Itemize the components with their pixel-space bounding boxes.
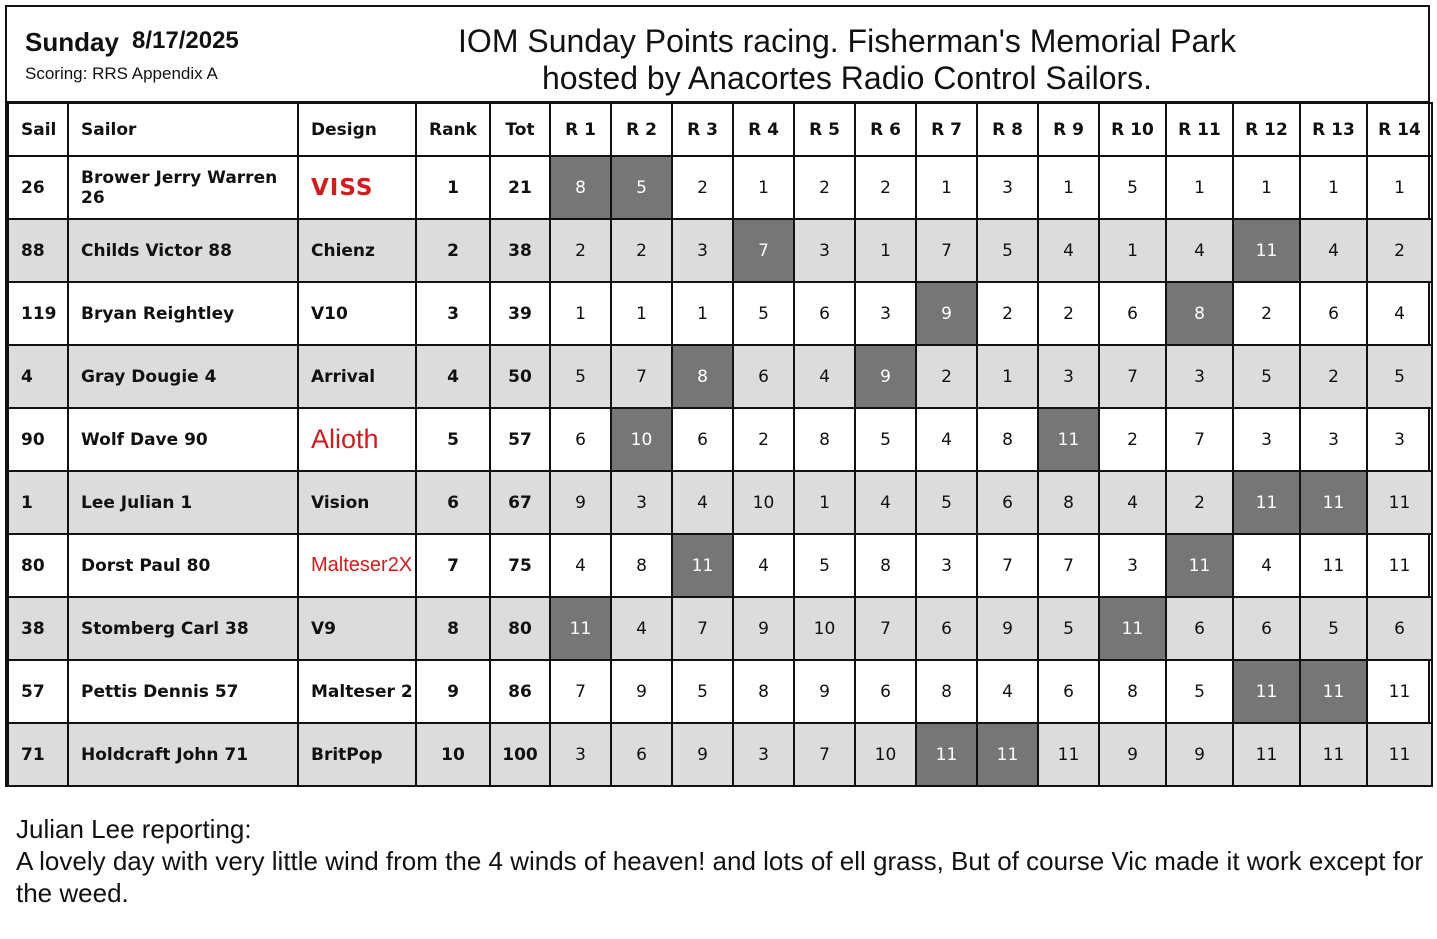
race-score-cell: 5 <box>855 408 916 471</box>
race-score-cell: 11 <box>1367 471 1432 534</box>
race-score-cell: 11 <box>977 723 1038 786</box>
sail-number-cell: 88 <box>8 219 68 282</box>
event-title <box>397 23 1297 97</box>
race-score-cell: 4 <box>977 660 1038 723</box>
column-header-r11: R 11 <box>1166 103 1233 156</box>
race-score-cell: 5 <box>1233 345 1300 408</box>
race-score-cell: 1 <box>794 471 855 534</box>
race-score-cell: 5 <box>733 282 794 345</box>
race-score-cell: 7 <box>550 660 611 723</box>
sailor-name-cell: Gray Dougie 4 <box>68 345 298 408</box>
event-title-line1: IOM Sunday Points racing. Fisherman's Memorial Park <box>458 23 1236 59</box>
race-score-cell: 10 <box>855 723 916 786</box>
column-header-r1: R 1 <box>550 103 611 156</box>
race-score-cell: 11 <box>1300 660 1367 723</box>
race-score-cell: 6 <box>916 597 977 660</box>
rank-cell: 1 <box>416 156 490 219</box>
total-cell: 39 <box>490 282 550 345</box>
race-score-cell: 1 <box>977 345 1038 408</box>
race-score-cell: 8 <box>1166 282 1233 345</box>
race-score-cell: 8 <box>977 408 1038 471</box>
race-score-cell: 1 <box>733 156 794 219</box>
race-score-cell: 6 <box>1367 597 1432 660</box>
race-score-cell: 11 <box>1300 471 1367 534</box>
race-score-cell: 7 <box>794 723 855 786</box>
race-score-cell: 8 <box>672 345 733 408</box>
sailor-name-cell: Stomberg Carl 38 <box>68 597 298 660</box>
race-score-cell: 7 <box>733 219 794 282</box>
race-score-cell: 6 <box>1300 282 1367 345</box>
total-cell: 57 <box>490 408 550 471</box>
race-score-cell: 6 <box>672 408 733 471</box>
race-score-cell: 10 <box>611 408 672 471</box>
column-header-design: Design <box>298 103 416 156</box>
table-row <box>8 597 1432 660</box>
race-score-cell: 9 <box>916 282 977 345</box>
table-row <box>8 219 1432 282</box>
race-score-cell: 3 <box>1367 408 1432 471</box>
race-score-cell: 4 <box>550 534 611 597</box>
race-score-cell: 9 <box>672 723 733 786</box>
race-score-cell: 4 <box>733 534 794 597</box>
sail-number-cell: 80 <box>8 534 68 597</box>
design-cell: Vision <box>298 471 416 534</box>
rank-cell: 6 <box>416 471 490 534</box>
race-score-cell: 9 <box>855 345 916 408</box>
race-score-cell: 3 <box>1099 534 1166 597</box>
column-header-r7: R 7 <box>916 103 977 156</box>
sail-number-cell: 38 <box>8 597 68 660</box>
race-score-cell: 11 <box>1367 660 1432 723</box>
sailor-name-cell: Pettis Dennis 57 <box>68 660 298 723</box>
race-score-cell: 7 <box>977 534 1038 597</box>
race-score-cell: 1 <box>855 219 916 282</box>
race-score-cell: 2 <box>733 408 794 471</box>
race-score-cell: 5 <box>916 471 977 534</box>
race-score-cell: 9 <box>733 597 794 660</box>
race-score-cell: 5 <box>550 345 611 408</box>
table-row <box>8 660 1432 723</box>
table-row <box>8 723 1432 786</box>
race-score-cell: 6 <box>1166 597 1233 660</box>
total-cell: 100 <box>490 723 550 786</box>
race-score-cell: 3 <box>794 219 855 282</box>
race-score-cell: 11 <box>1233 660 1300 723</box>
column-header-r12: R 12 <box>1233 103 1300 156</box>
race-score-cell: 2 <box>672 156 733 219</box>
race-score-cell: 9 <box>550 471 611 534</box>
race-score-cell: 3 <box>733 723 794 786</box>
race-score-cell: 4 <box>1099 471 1166 534</box>
race-score-cell: 3 <box>916 534 977 597</box>
sail-number-cell: 1 <box>8 471 68 534</box>
column-header-r14: R 14 <box>1367 103 1432 156</box>
design-cell: BritPop <box>298 723 416 786</box>
race-score-cell: 3 <box>1038 345 1099 408</box>
table-row <box>8 408 1432 471</box>
race-score-cell: 4 <box>1367 282 1432 345</box>
race-score-cell: 11 <box>1099 597 1166 660</box>
sailor-name-cell: Childs Victor 88 <box>68 219 298 282</box>
total-cell: 67 <box>490 471 550 534</box>
race-score-cell: 8 <box>611 534 672 597</box>
design-cell: Arrival <box>298 345 416 408</box>
table-row <box>8 471 1432 534</box>
race-score-cell: 2 <box>1038 282 1099 345</box>
race-score-cell: 8 <box>855 534 916 597</box>
race-score-cell: 7 <box>855 597 916 660</box>
race-score-cell: 5 <box>794 534 855 597</box>
race-score-cell: 1 <box>1300 156 1367 219</box>
design-cell: Chienz <box>298 219 416 282</box>
race-score-cell: 11 <box>1367 534 1432 597</box>
race-score-cell: 10 <box>794 597 855 660</box>
race-score-cell: 4 <box>855 471 916 534</box>
race-score-cell: 11 <box>1367 723 1432 786</box>
scoring-label: Scoring: RRS Appendix A <box>25 64 218 83</box>
total-cell: 75 <box>490 534 550 597</box>
race-score-cell: 9 <box>611 660 672 723</box>
race-score-cell: 1 <box>1233 156 1300 219</box>
race-score-cell: 6 <box>1038 660 1099 723</box>
race-score-cell: 9 <box>977 597 1038 660</box>
race-score-cell: 1 <box>611 282 672 345</box>
day-label: Sunday <box>25 27 119 57</box>
race-score-cell: 10 <box>733 471 794 534</box>
race-score-cell: 6 <box>1099 282 1166 345</box>
sail-number-cell: 4 <box>8 345 68 408</box>
race-score-cell: 5 <box>1367 345 1432 408</box>
report-text: A lovely day with very little wind from the 4 winds of heaven! and lots of ell grass, But of course Vic made it work except for the weed. <box>16 846 1424 908</box>
sailor-name-cell: Wolf Dave 90 <box>68 408 298 471</box>
date-label: 8/17/2025 <box>132 27 239 54</box>
column-header-r3: R 3 <box>672 103 733 156</box>
race-score-cell: 1 <box>1099 219 1166 282</box>
race-score-cell: 4 <box>916 408 977 471</box>
sail-number-cell: 26 <box>8 156 68 219</box>
race-score-cell: 11 <box>1233 723 1300 786</box>
sail-number-cell: 57 <box>8 660 68 723</box>
race-score-cell: 8 <box>1099 660 1166 723</box>
race-score-cell: 3 <box>1300 408 1367 471</box>
sailor-name-cell: Bryan Reightley <box>68 282 298 345</box>
race-score-cell: 6 <box>611 723 672 786</box>
race-score-cell: 6 <box>977 471 1038 534</box>
rank-cell: 7 <box>416 534 490 597</box>
event-title-line2: hosted by Anacortes Radio Control Sailors. <box>541 60 1153 96</box>
design-cell: Malteser2X <box>298 534 416 597</box>
race-score-cell: 11 <box>1300 723 1367 786</box>
race-score-cell: 9 <box>1099 723 1166 786</box>
sailor-name-cell: Holdcraft John 71 <box>68 723 298 786</box>
race-score-cell: 3 <box>1233 408 1300 471</box>
rank-cell: 9 <box>416 660 490 723</box>
race-score-cell: 1 <box>550 282 611 345</box>
race-score-cell: 5 <box>611 156 672 219</box>
design-cell: V9 <box>298 597 416 660</box>
sail-number-cell: 119 <box>8 282 68 345</box>
race-score-cell: 2 <box>855 156 916 219</box>
race-score-cell: 1 <box>1367 156 1432 219</box>
race-score-cell: 3 <box>977 156 1038 219</box>
race-score-cell: 6 <box>550 408 611 471</box>
race-score-cell: 8 <box>1038 471 1099 534</box>
race-score-cell: 5 <box>1038 597 1099 660</box>
column-header-r8: R 8 <box>977 103 1038 156</box>
race-score-cell: 4 <box>1038 219 1099 282</box>
race-score-cell: 4 <box>794 345 855 408</box>
race-score-cell: 2 <box>1300 345 1367 408</box>
column-header-r5: R 5 <box>794 103 855 156</box>
race-score-cell: 2 <box>916 345 977 408</box>
race-score-cell: 6 <box>855 660 916 723</box>
column-header-rank: Rank <box>416 103 490 156</box>
rank-cell: 3 <box>416 282 490 345</box>
total-cell: 38 <box>490 219 550 282</box>
race-score-cell: 7 <box>611 345 672 408</box>
race-score-cell: 4 <box>1166 219 1233 282</box>
race-score-cell: 9 <box>1166 723 1233 786</box>
race-score-cell: 8 <box>550 156 611 219</box>
total-cell: 80 <box>490 597 550 660</box>
design-cell: Malteser 2 <box>298 660 416 723</box>
race-score-cell: 11 <box>1166 534 1233 597</box>
rank-cell: 10 <box>416 723 490 786</box>
race-score-cell: 5 <box>977 219 1038 282</box>
race-score-cell: 3 <box>1166 345 1233 408</box>
race-score-cell: 5 <box>672 660 733 723</box>
design-cell: V10 <box>298 282 416 345</box>
design-cell: Alioth <box>298 408 416 471</box>
sail-number-cell: 71 <box>8 723 68 786</box>
race-score-cell: 1 <box>1166 156 1233 219</box>
race-score-cell: 4 <box>1300 219 1367 282</box>
race-score-cell: 2 <box>1367 219 1432 282</box>
race-score-cell: 5 <box>1099 156 1166 219</box>
race-score-cell: 11 <box>1300 534 1367 597</box>
race-score-cell: 7 <box>1166 408 1233 471</box>
race-score-cell: 4 <box>672 471 733 534</box>
design-cell: VISS <box>298 156 416 219</box>
race-score-cell: 1 <box>916 156 977 219</box>
column-header-sail: Sail <box>8 103 68 156</box>
table-row <box>8 156 1432 219</box>
sail-number-cell: 90 <box>8 408 68 471</box>
column-header-r13: R 13 <box>1300 103 1367 156</box>
table-row <box>8 534 1432 597</box>
total-cell: 50 <box>490 345 550 408</box>
results-table <box>7 102 1433 787</box>
column-header-r2: R 2 <box>611 103 672 156</box>
column-header-r9: R 9 <box>1038 103 1099 156</box>
race-score-cell: 5 <box>1300 597 1367 660</box>
race-score-cell: 8 <box>916 660 977 723</box>
race-score-cell: 11 <box>916 723 977 786</box>
race-score-cell: 11 <box>1233 219 1300 282</box>
sailor-name-cell: Dorst Paul 80 <box>68 534 298 597</box>
total-cell: 86 <box>490 660 550 723</box>
race-score-cell: 7 <box>672 597 733 660</box>
rank-cell: 5 <box>416 408 490 471</box>
race-score-cell: 11 <box>550 597 611 660</box>
race-score-cell: 7 <box>1099 345 1166 408</box>
column-header-sailor: Sailor <box>68 103 298 156</box>
race-score-cell: 2 <box>550 219 611 282</box>
column-header-r4: R 4 <box>733 103 794 156</box>
race-score-cell: 2 <box>977 282 1038 345</box>
report-author: Julian Lee reporting: <box>16 814 252 844</box>
race-score-cell: 1 <box>1038 156 1099 219</box>
race-report <box>16 813 1426 909</box>
race-score-cell: 8 <box>794 408 855 471</box>
race-score-cell: 3 <box>855 282 916 345</box>
race-score-cell: 5 <box>1166 660 1233 723</box>
results-sheet <box>5 5 1430 787</box>
table-header-row <box>8 103 1432 156</box>
column-header-tot: Tot <box>490 103 550 156</box>
column-header-r6: R 6 <box>855 103 916 156</box>
race-score-cell: 4 <box>611 597 672 660</box>
table-row <box>8 345 1432 408</box>
race-score-cell: 11 <box>1038 723 1099 786</box>
race-score-cell: 2 <box>1233 282 1300 345</box>
race-score-cell: 6 <box>1233 597 1300 660</box>
race-score-cell: 2 <box>1166 471 1233 534</box>
column-header-r10: R 10 <box>1099 103 1166 156</box>
race-score-cell: 2 <box>1099 408 1166 471</box>
rank-cell: 4 <box>416 345 490 408</box>
race-score-cell: 3 <box>611 471 672 534</box>
race-score-cell: 3 <box>672 219 733 282</box>
rank-cell: 8 <box>416 597 490 660</box>
sheet-header <box>7 7 1428 104</box>
race-score-cell: 9 <box>794 660 855 723</box>
race-score-cell: 4 <box>1233 534 1300 597</box>
race-score-cell: 1 <box>672 282 733 345</box>
sailor-name-cell: Brower Jerry Warren 26 <box>68 156 298 219</box>
race-score-cell: 3 <box>550 723 611 786</box>
race-score-cell: 6 <box>794 282 855 345</box>
total-cell: 21 <box>490 156 550 219</box>
race-score-cell: 6 <box>733 345 794 408</box>
race-score-cell: 11 <box>672 534 733 597</box>
race-score-cell: 8 <box>733 660 794 723</box>
race-score-cell: 2 <box>794 156 855 219</box>
rank-cell: 2 <box>416 219 490 282</box>
race-score-cell: 11 <box>1038 408 1099 471</box>
table-row <box>8 282 1432 345</box>
sailor-name-cell: Lee Julian 1 <box>68 471 298 534</box>
race-score-cell: 11 <box>1233 471 1300 534</box>
race-score-cell: 7 <box>916 219 977 282</box>
race-score-cell: 7 <box>1038 534 1099 597</box>
race-score-cell: 2 <box>611 219 672 282</box>
